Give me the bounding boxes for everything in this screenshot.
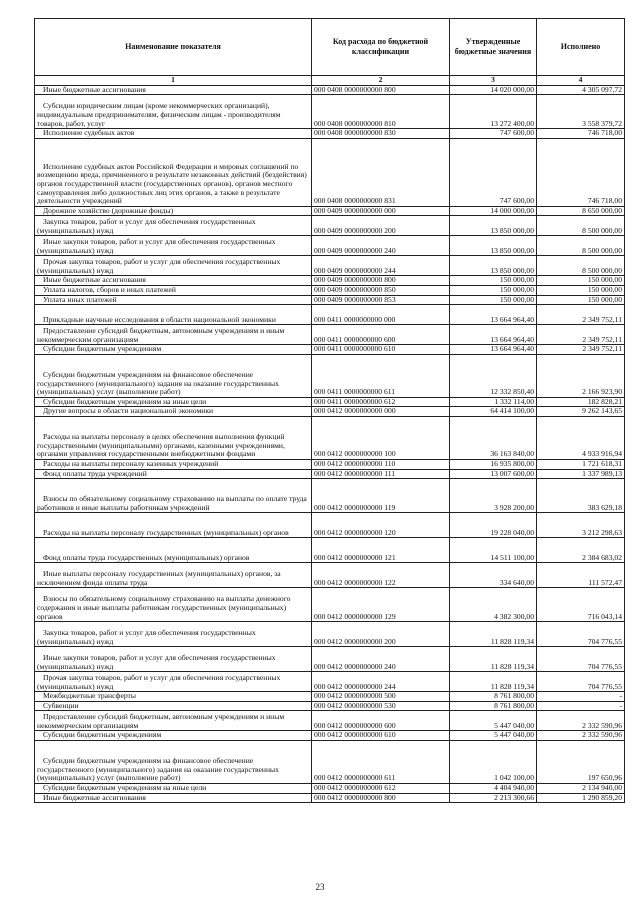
row-name: Иные бюджетные ассигнования bbox=[35, 793, 312, 803]
column-number-row bbox=[35, 76, 625, 86]
table-row bbox=[35, 647, 625, 672]
row-name: Предоставление субсидий бюджетным, автономным учреждениям и иным некоммерческим организациям bbox=[35, 325, 312, 345]
row-approved: 5 447 040,00 bbox=[450, 731, 537, 741]
row-code: 000 0408 0000000000 831 bbox=[312, 138, 450, 206]
row-name: Дорожное хозяйство (дорожные фонды) bbox=[35, 206, 312, 216]
row-executed: 4 933 916,94 bbox=[537, 416, 625, 459]
row-approved: 13 272 400,00 bbox=[450, 95, 537, 129]
column-number: 4 bbox=[537, 76, 625, 86]
row-name: Расходы на выплаты персоналу казенных учреждений bbox=[35, 459, 312, 469]
row-code: 000 0411 0000000000 611 bbox=[312, 354, 450, 397]
table-row bbox=[35, 672, 625, 692]
row-executed: 2 349 752,11 bbox=[537, 325, 625, 345]
row-code: 000 0409 0000000000 244 bbox=[312, 256, 450, 276]
table-row bbox=[35, 285, 625, 295]
row-executed: 1 721 618,31 bbox=[537, 459, 625, 469]
row-code: 000 0409 0000000000 850 bbox=[312, 285, 450, 295]
row-approved: 1 332 114,00 bbox=[450, 397, 537, 407]
row-approved: 13 850 000,00 bbox=[450, 236, 537, 256]
table-row bbox=[35, 588, 625, 622]
row-approved: 13 664 964,40 bbox=[450, 305, 537, 325]
row-code: 000 0408 0000000000 800 bbox=[312, 85, 450, 95]
row-name: Исполнение судебных актов bbox=[35, 129, 312, 139]
row-executed: 3 212 298,63 bbox=[537, 513, 625, 538]
row-approved: 11 828 119,34 bbox=[450, 672, 537, 692]
table-row bbox=[35, 513, 625, 538]
row-approved: 14 511 100,00 bbox=[450, 538, 537, 563]
row-approved: 2 213 300,66 bbox=[450, 793, 537, 803]
row-name: Субсидии юридическим лицам (кроме некоммерческих организаций), индивидуальным предпринимателям, физическим лицам - производителям товаров, работ, услуг bbox=[35, 95, 312, 129]
row-executed: - bbox=[537, 701, 625, 711]
row-executed: 3 558 379,72 bbox=[537, 95, 625, 129]
row-code: 000 0412 0000000000 611 bbox=[312, 740, 450, 783]
row-executed: 2 349 752,11 bbox=[537, 345, 625, 355]
column-number: 1 bbox=[35, 76, 312, 86]
budget-execution-table bbox=[34, 18, 625, 803]
table-row bbox=[35, 85, 625, 95]
row-code: 000 0409 0000000000 800 bbox=[312, 276, 450, 286]
row-name: Иные закупки товаров, работ и услуг для обеспечения государственных (муниципальных) нужд bbox=[35, 236, 312, 256]
row-code: 000 0412 0000000000 244 bbox=[312, 672, 450, 692]
row-name: Субсидии бюджетным учреждениям на финансовое обеспечение государственного (муниципального) задания на оказание государственных (муниципальных) услуг (выполнение работ) bbox=[35, 354, 312, 397]
row-executed: 182 828,21 bbox=[537, 397, 625, 407]
row-code: 000 0412 0000000000 122 bbox=[312, 563, 450, 588]
table-row bbox=[35, 407, 625, 417]
row-executed: 150 000,00 bbox=[537, 276, 625, 286]
row-code: 000 0408 0000000000 830 bbox=[312, 129, 450, 139]
row-name: Прикладные научные исследования в области национальной экономики bbox=[35, 305, 312, 325]
row-executed: 1 290 859,20 bbox=[537, 793, 625, 803]
row-code: 000 0412 0000000000 111 bbox=[312, 469, 450, 479]
row-name: Субсидии бюджетным учреждениям bbox=[35, 731, 312, 741]
table-row bbox=[35, 793, 625, 803]
row-name: Субсидии бюджетным учреждениям на финансовое обеспечение государственного (муниципального) задания на оказание государственных (муниципальных) услуг (выполнение работ) bbox=[35, 740, 312, 783]
row-name: Исполнение судебных актов Российской Федерации и мировых соглашений по возмещению вреда, причиненного в результате незаконных действий (бездействия) органов государственной власти (государственных органов), органов местного самоуправления либо должностных лиц этих органов, а также в результате деятельности учреждений bbox=[35, 138, 312, 206]
row-name: Расходы на выплаты персоналу в целях обеспечения выполнения функций государственными (муниципальными) органами, казенными учреждениями, органами управления государственными внебюджетными фондами bbox=[35, 416, 312, 459]
row-approved: 12 332 850,40 bbox=[450, 354, 537, 397]
row-executed: 8 500 000,00 bbox=[537, 236, 625, 256]
row-name: Фонд оплаты труда учреждений bbox=[35, 469, 312, 479]
table-row bbox=[35, 295, 625, 305]
row-code: 000 0412 0000000000 200 bbox=[312, 622, 450, 647]
row-approved: 747 600,00 bbox=[450, 138, 537, 206]
table-row bbox=[35, 692, 625, 702]
row-executed: 4 305 097,72 bbox=[537, 85, 625, 95]
row-code: 000 0412 0000000000 100 bbox=[312, 416, 450, 459]
row-approved: 14 020 000,00 bbox=[450, 85, 537, 95]
table-row bbox=[35, 216, 625, 236]
table-row bbox=[35, 783, 625, 793]
row-code: 000 0409 0000000000 240 bbox=[312, 236, 450, 256]
row-executed: 8 500 000,00 bbox=[537, 256, 625, 276]
row-approved: 13 664 964,40 bbox=[450, 325, 537, 345]
row-executed: 716 043,14 bbox=[537, 588, 625, 622]
table-row bbox=[35, 469, 625, 479]
row-approved: 150 000,00 bbox=[450, 295, 537, 305]
table-row bbox=[35, 95, 625, 129]
table-row bbox=[35, 305, 625, 325]
row-code: 000 0411 0000000000 612 bbox=[312, 397, 450, 407]
row-approved: 150 000,00 bbox=[450, 276, 537, 286]
row-code: 000 0412 0000000000 800 bbox=[312, 793, 450, 803]
table-row bbox=[35, 538, 625, 563]
row-executed: 150 000,00 bbox=[537, 285, 625, 295]
table-row bbox=[35, 479, 625, 513]
row-executed: 8 650 000,00 bbox=[537, 206, 625, 216]
row-approved: 4 404 940,00 bbox=[450, 783, 537, 793]
row-executed: 704 776,55 bbox=[537, 672, 625, 692]
table-row bbox=[35, 325, 625, 345]
row-name: Предоставление субсидий бюджетным, автономным учреждениям и иным некоммерческим организациям bbox=[35, 711, 312, 731]
row-name: Субвенции bbox=[35, 701, 312, 711]
row-code: 000 0411 0000000000 600 bbox=[312, 325, 450, 345]
row-approved: 4 382 300,00 bbox=[450, 588, 537, 622]
row-code: 000 0412 0000000000 120 bbox=[312, 513, 450, 538]
table-row bbox=[35, 236, 625, 256]
column-number: 3 bbox=[450, 76, 537, 86]
table-row bbox=[35, 345, 625, 355]
table-row bbox=[35, 129, 625, 139]
row-approved: 13 007 600,00 bbox=[450, 469, 537, 479]
row-code: 000 0411 0000000000 610 bbox=[312, 345, 450, 355]
table-row bbox=[35, 459, 625, 469]
row-code: 000 0412 0000000000 121 bbox=[312, 538, 450, 563]
table-row bbox=[35, 711, 625, 731]
row-approved: 334 640,00 bbox=[450, 563, 537, 588]
table-row bbox=[35, 563, 625, 588]
row-approved: 13 850 000,00 bbox=[450, 216, 537, 236]
row-executed: 2 134 940,00 bbox=[537, 783, 625, 793]
header-code: Код расхода по бюджетной классификации bbox=[312, 19, 450, 76]
row-executed: 383 629,18 bbox=[537, 479, 625, 513]
page-number: 23 bbox=[315, 882, 325, 892]
row-name: Субсидии бюджетным учреждениям bbox=[35, 345, 312, 355]
row-executed: 2 332 590,96 bbox=[537, 711, 625, 731]
header-approved: Утвержденные бюджетные значения bbox=[450, 19, 537, 76]
row-executed: 150 000,00 bbox=[537, 295, 625, 305]
row-executed: 746 718,00 bbox=[537, 138, 625, 206]
row-name: Субсидии бюджетным учреждениям на иные цели bbox=[35, 397, 312, 407]
column-number: 2 bbox=[312, 76, 450, 86]
row-approved: 36 163 840,00 bbox=[450, 416, 537, 459]
row-approved: 14 000 000,00 bbox=[450, 206, 537, 216]
row-approved: 8 761 800,00 bbox=[450, 701, 537, 711]
row-code: 000 0412 0000000000 500 bbox=[312, 692, 450, 702]
row-name: Иные бюджетные ассигнования bbox=[35, 276, 312, 286]
header-executed: Исполнено bbox=[537, 19, 625, 76]
row-executed: - bbox=[537, 692, 625, 702]
header-row bbox=[35, 19, 625, 76]
row-executed: 111 572,47 bbox=[537, 563, 625, 588]
row-executed: 704 776,55 bbox=[537, 622, 625, 647]
row-name: Закупка товаров, работ и услуг для обеспечения государственных (муниципальных) нужд bbox=[35, 622, 312, 647]
row-code: 000 0412 0000000000 240 bbox=[312, 647, 450, 672]
row-approved: 19 228 040,00 bbox=[450, 513, 537, 538]
row-approved: 8 761 800,00 bbox=[450, 692, 537, 702]
row-name: Прочая закупка товаров, работ и услуг для обеспечения государственных (муниципальных) нужд bbox=[35, 256, 312, 276]
row-approved: 3 928 200,00 bbox=[450, 479, 537, 513]
row-approved: 13 664 964,40 bbox=[450, 345, 537, 355]
row-name: Межбюджетные трансферты bbox=[35, 692, 312, 702]
row-code: 000 0411 0000000000 000 bbox=[312, 305, 450, 325]
row-code: 000 0412 0000000000 129 bbox=[312, 588, 450, 622]
row-code: 000 0412 0000000000 000 bbox=[312, 407, 450, 417]
row-name: Закупка товаров, работ и услуг для обеспечения государственных (муниципальных) нужд bbox=[35, 216, 312, 236]
row-approved: 747 600,00 bbox=[450, 129, 537, 139]
row-approved: 1 042 100,00 bbox=[450, 740, 537, 783]
row-name: Прочая закупка товаров, работ и услуг для обеспечения государственных (муниципальных) нужд bbox=[35, 672, 312, 692]
row-approved: 64 414 100,00 bbox=[450, 407, 537, 417]
row-executed: 2 384 683,02 bbox=[537, 538, 625, 563]
row-code: 000 0412 0000000000 530 bbox=[312, 701, 450, 711]
row-name: Взносы по обязательному социальному страхованию на выплаты денежного содержания и иные выплаты работникам государственных (муниципальных) органов bbox=[35, 588, 312, 622]
row-name: Субсидии бюджетным учреждениям на иные цели bbox=[35, 783, 312, 793]
row-code: 000 0412 0000000000 110 bbox=[312, 459, 450, 469]
row-name: Уплата иных платежей bbox=[35, 295, 312, 305]
row-name: Взносы по обязательному социальному страхованию на выплаты по оплате труда работников и иные выплаты работникам учреждений bbox=[35, 479, 312, 513]
row-executed: 197 650,96 bbox=[537, 740, 625, 783]
row-executed: 746 718,00 bbox=[537, 129, 625, 139]
row-executed: 8 500 000,00 bbox=[537, 216, 625, 236]
table-row bbox=[35, 740, 625, 783]
row-name: Фонд оплаты труда государственных (муниципальных) органов bbox=[35, 538, 312, 563]
row-code: 000 0409 0000000000 000 bbox=[312, 206, 450, 216]
row-name: Расходы на выплаты персоналу государственных (муниципальных) органов bbox=[35, 513, 312, 538]
table-row bbox=[35, 701, 625, 711]
row-executed: 9 262 143,65 bbox=[537, 407, 625, 417]
row-code: 000 0412 0000000000 612 bbox=[312, 783, 450, 793]
row-executed: 2 349 752,11 bbox=[537, 305, 625, 325]
row-executed: 704 776,55 bbox=[537, 647, 625, 672]
row-executed: 2 332 590,96 bbox=[537, 731, 625, 741]
row-code: 000 0408 0000000000 810 bbox=[312, 95, 450, 129]
table-row bbox=[35, 731, 625, 741]
row-name: Уплата налогов, сборов и иных платежей bbox=[35, 285, 312, 295]
row-executed: 1 337 989,13 bbox=[537, 469, 625, 479]
row-name: Иные бюджетные ассигнования bbox=[35, 85, 312, 95]
row-executed: 2 166 923,90 bbox=[537, 354, 625, 397]
row-approved: 150 000,00 bbox=[450, 285, 537, 295]
row-code: 000 0412 0000000000 610 bbox=[312, 731, 450, 741]
row-approved: 11 828 119,34 bbox=[450, 622, 537, 647]
table-row bbox=[35, 416, 625, 459]
row-code: 000 0409 0000000000 853 bbox=[312, 295, 450, 305]
row-approved: 16 935 800,00 bbox=[450, 459, 537, 469]
row-code: 000 0409 0000000000 200 bbox=[312, 216, 450, 236]
row-approved: 13 850 000,00 bbox=[450, 256, 537, 276]
table-body bbox=[35, 85, 625, 803]
table-row bbox=[35, 206, 625, 216]
table-row bbox=[35, 256, 625, 276]
row-approved: 5 447 040,00 bbox=[450, 711, 537, 731]
table-row bbox=[35, 622, 625, 647]
header-name: Наименование показателя bbox=[35, 19, 312, 76]
row-name: Другие вопросы в области национальной экономики bbox=[35, 407, 312, 417]
row-name: Иные закупки товаров, работ и услуг для обеспечения государственных (муниципальных) нужд bbox=[35, 647, 312, 672]
row-code: 000 0412 0000000000 119 bbox=[312, 479, 450, 513]
row-approved: 11 828 119,34 bbox=[450, 647, 537, 672]
row-code: 000 0412 0000000000 600 bbox=[312, 711, 450, 731]
table-row bbox=[35, 138, 625, 206]
table-row bbox=[35, 354, 625, 397]
row-name: Иные выплаты персоналу государственных (муниципальных) органов, за исключением фонда оплаты труда bbox=[35, 563, 312, 588]
